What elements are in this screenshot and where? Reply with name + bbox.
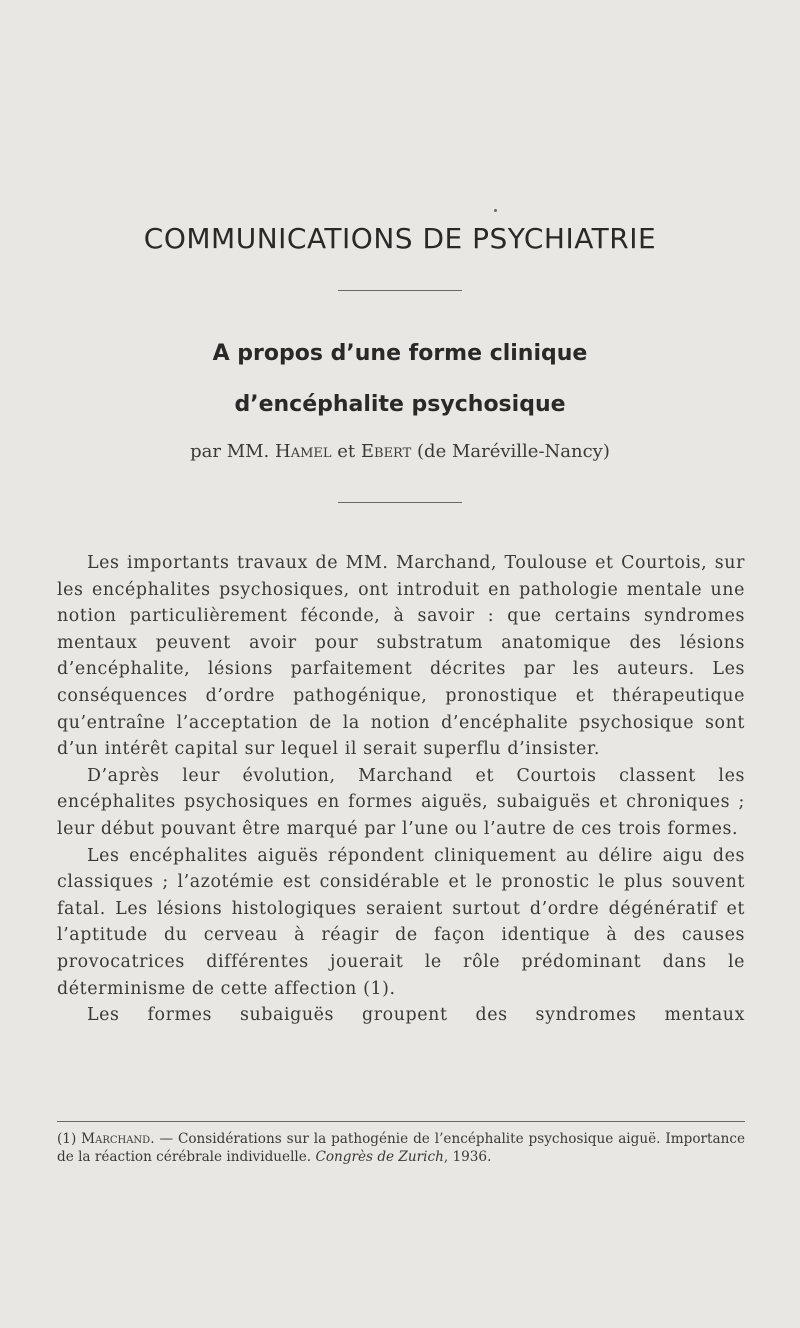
author-2: Ebert <box>360 441 412 462</box>
paragraph-4: Les formes subaiguës groupent des syndromes mentaux <box>87 1005 745 1026</box>
byline-prefix: par MM. <box>190 441 275 462</box>
article-title-line-1: A propos d’une forme clinique <box>212 341 588 366</box>
footnote <box>57 1130 745 1166</box>
section-title: COMMUNICATIONS DE PSYCHIATRIE <box>143 222 657 255</box>
byline-conjunction: et <box>331 441 361 462</box>
footnote-text: . — Considérations sur la pathogénie de l’encéphalite psychosique aiguë. Importance de la réaction cérébrale individuelle. <box>57 1131 746 1166</box>
paragraph-1: Les importants travaux de MM. Marchand, Toulouse et Courtois, sur les encéphalites psychosiques, ont introduit en pathologie mentale une notion particulièrement féconde, à savoir : que certains syndromes mentaux peuvent avoir pour substratum anatomique des lésions d’encéphalite, lésions parfaitement décrites par les auteurs. Les conséquences d’ordre pathogénique, pronostique et thérapeutique qu’entraîne l’acceptation de la notion d’encéphalite psychosique sont d’un intérêt capital sur lequel il serait superflu d’insister. <box>57 553 745 760</box>
paragraph-2: D’après leur évolution, Marchand et Courtois classent les encéphalites psychosiques en formes aiguës, subaiguës et chroniques ; leur début pouvant être marqué par l’une ou l’autre de ces trois formes. <box>57 765 745 839</box>
page-speck <box>494 209 497 212</box>
paragraph-3: Les encéphalites aiguës répondent cliniquement au délire aigu des classiques ; l’azotémie est considérable et le pronostic le plus souvent fatal. Les lésions histologiques seraient surtout d’ordre dégénératif et l’aptitude du cerveau à réagir de façon identique à des causes provocatrices différentes jouerait le rôle prédominant dans le déterminisme de cette affection (1). <box>57 845 745 999</box>
byline <box>0 441 800 462</box>
footnote-venue: Congrès de Zurich <box>315 1149 444 1166</box>
footnote-separator <box>57 1121 745 1122</box>
byline-affiliation: (de Maréville-Nancy) <box>411 441 610 462</box>
author-1: Hamel <box>275 441 332 462</box>
article-title-line-2: d’encéphalite psychosique <box>234 392 566 417</box>
footnote-year: , 1936. <box>443 1149 492 1166</box>
footnote-author: Marchand <box>81 1131 151 1147</box>
article-body <box>57 550 745 1029</box>
title-separator-top <box>338 290 462 291</box>
title-separator-bottom <box>338 502 462 503</box>
footnote-marker: (1) <box>57 1131 82 1147</box>
